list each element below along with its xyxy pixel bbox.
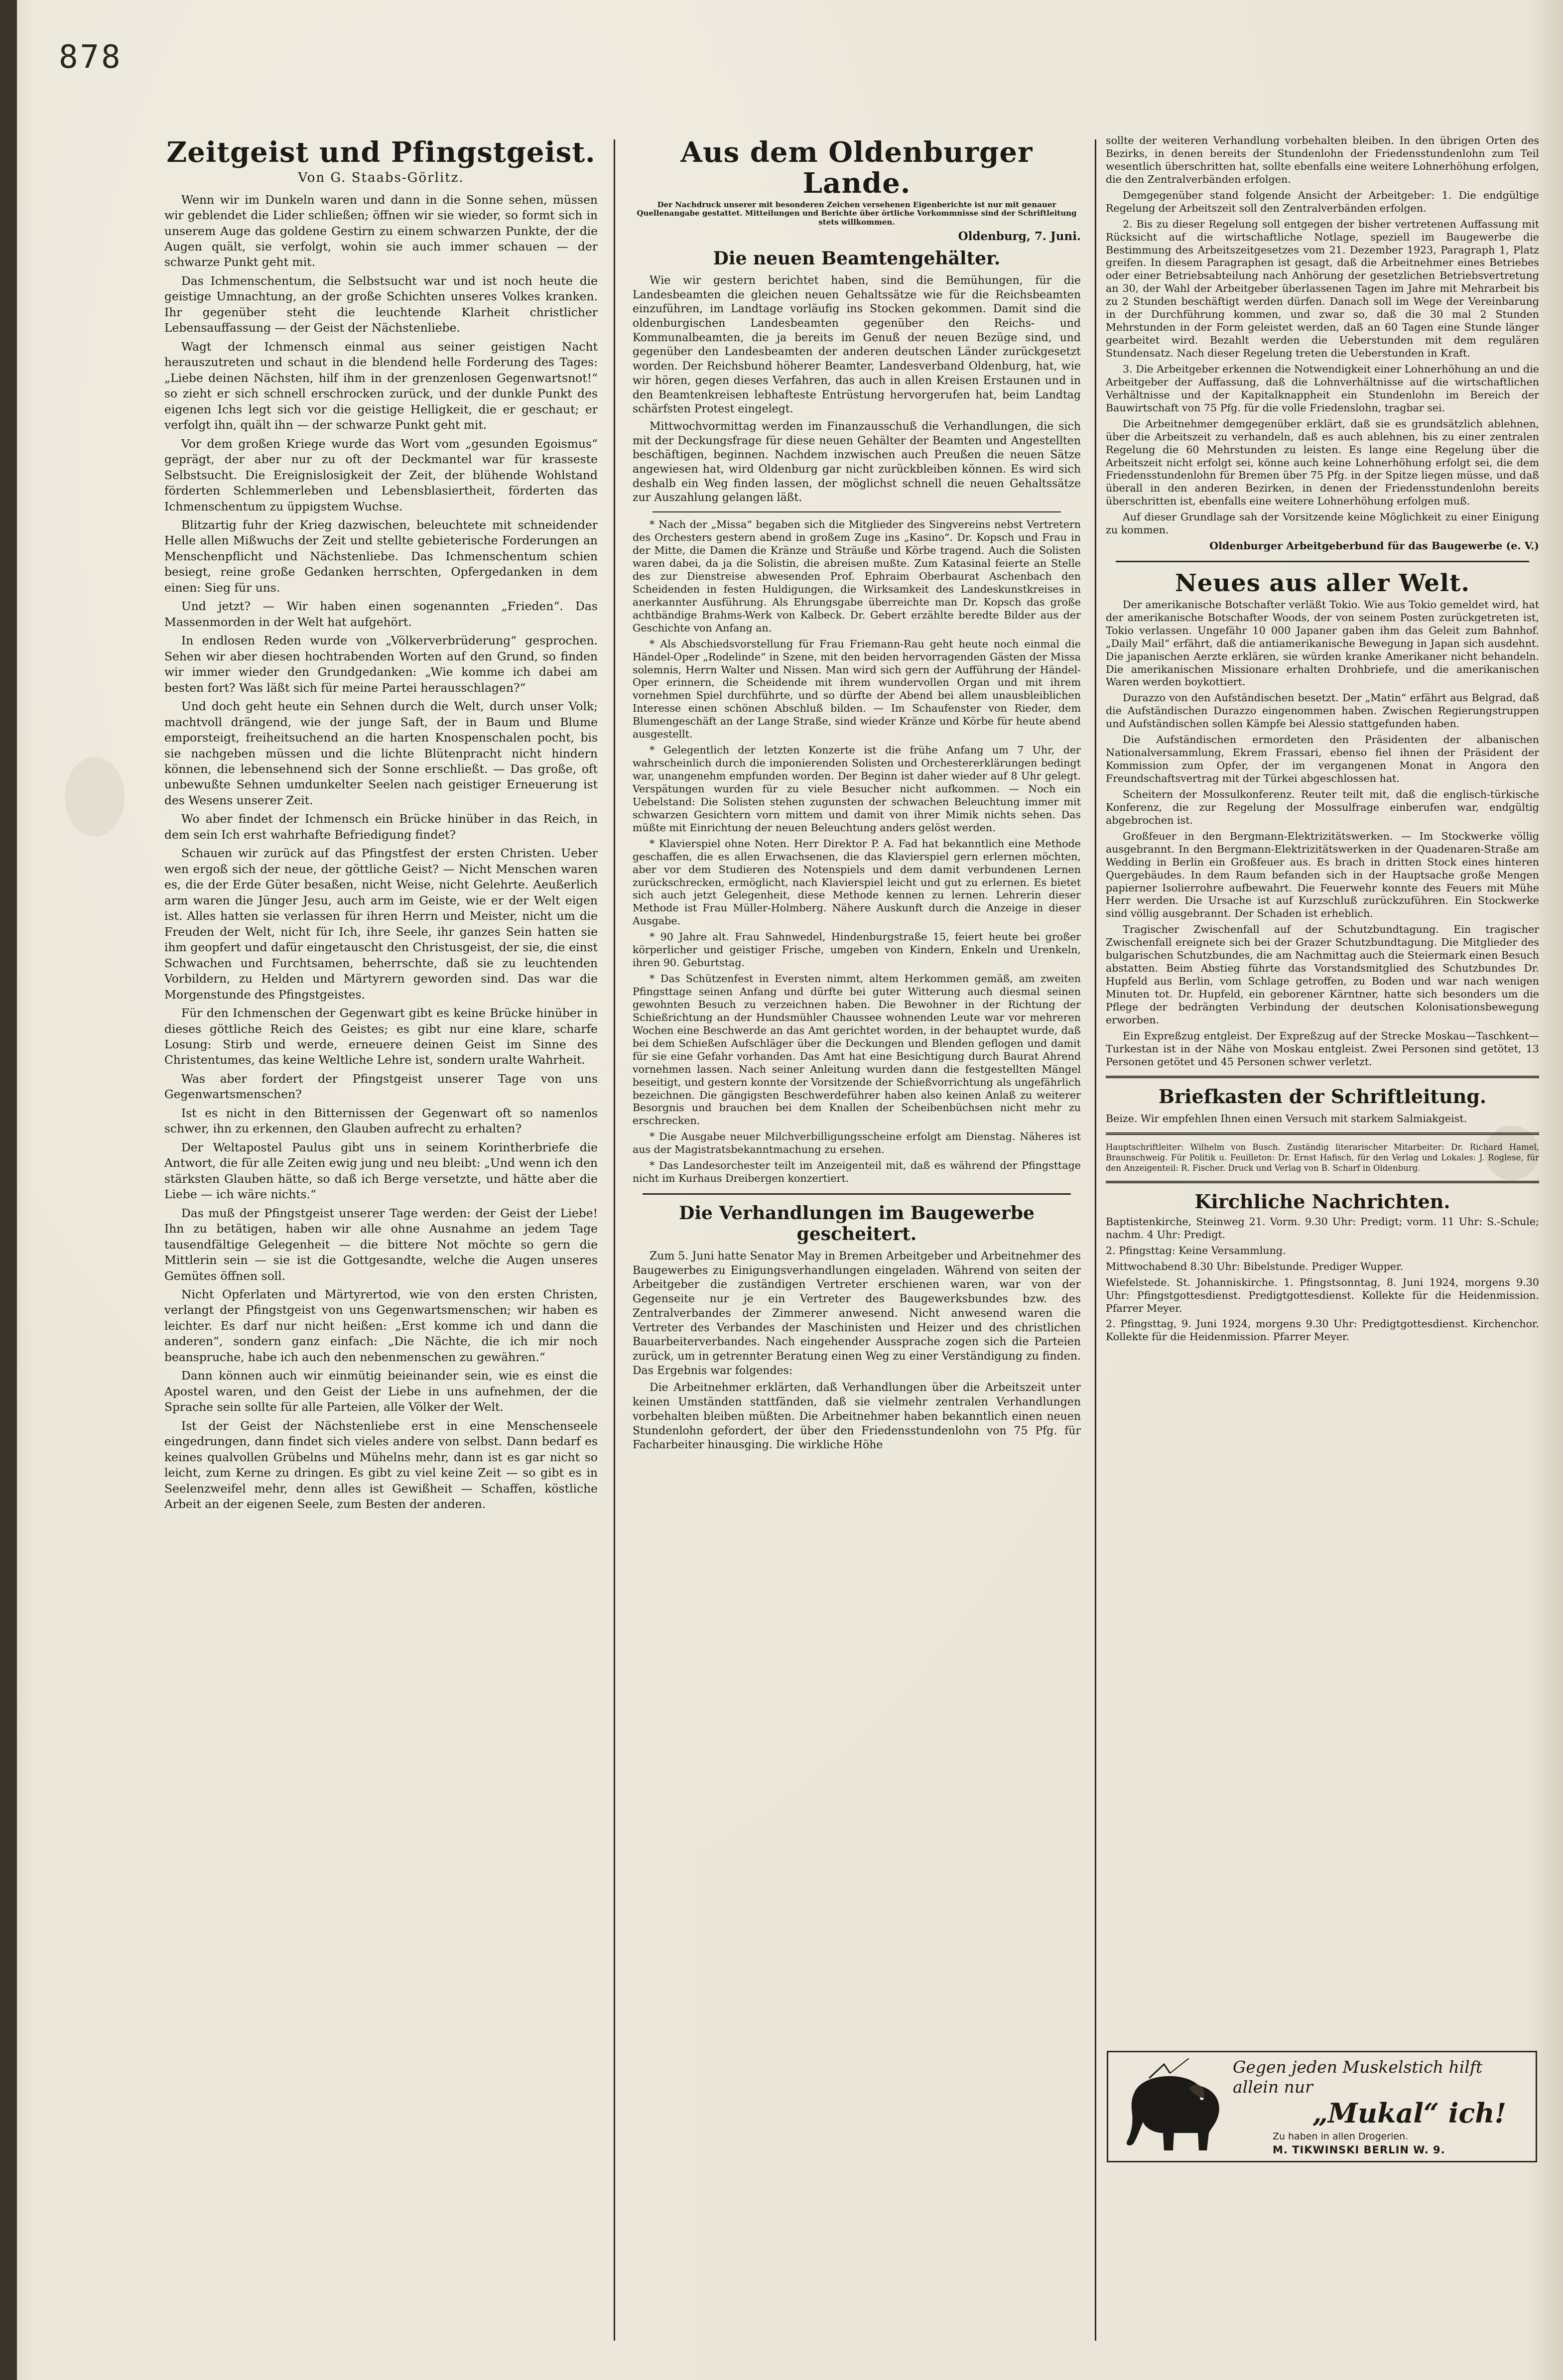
local-news-item: * 90 Jahre alt. Frau Sahnwedel, Hindenburgstraße 15, feiert heute bei großer körperlicher und geistiger Frische, umgeben von Kindern, Enkeln und Urenkeln, ihren 90. Geburtstag. <box>633 931 1081 969</box>
world-news-item: Großfeuer in den Bergmann-Elektrizitätswerken. — Im Stockwerke völlig ausgebrannt. In den Bergmann-Elektrizitätswerken in der Quadenaren-Straße am Wedding in Berlin ein Großfeuer aus. Es brach in dritten Stock eines hinteren Quergebäudes. In dem Raum befanden sich in der Hauptsache große Mengen papierner Isolierrohre aufbewahrt. Die Feuerwehr konnte des Feuers mit Mühe Herr werden. Die Ursache ist auf Kurzschluß zurückzuführen. Ein Stockwerke sind völlig ausgebrannt. Der Schaden ist erheblich. <box>1106 830 1539 920</box>
paragraph: In endlosen Reden wurde von „Völkerverbrüderung“ gesprochen. Sehen wir aber diesen hochtrabenden Worten auf den Grund, so finden wir immer wieder den Grundgedanken: „Wie komme ich dabei am besten fort? Was läßt sich für meine Partei herausschlagen?“ <box>164 633 598 695</box>
church-entry: Wiefelstede. St. Johanniskirche. 1. Pfingstsonntag, 8. Juni 1924, morgens 9.30 Uhr: Pfingstgottesdienst. Predigtgottesdienst. Kollekte für die Heidenmission. Pfarrer Meyer. <box>1106 1276 1539 1314</box>
elephant-icon <box>1114 2058 1234 2158</box>
local-news-item: * Die Ausgabe neuer Milchverbilligungsscheine erfolgt am Dienstag. Näheres ist aus der Magistratsbekanntmachung zu ersehen. <box>633 1130 1081 1156</box>
paragraph: Blitzartig fuhr der Krieg dazwischen, beleuchtete mit schneidender Helle allen Mißwuchs der Zeit und stellte gebieterische Forderungen an Menschenpflicht und Nächstenliebe. Das Ichmenschentum schien besiegt, reine große Gedanken herrschten, Opfergedanken in dem einen: Sieg für uns. <box>164 517 598 595</box>
church-entry: Baptistenkirche, Steinweg 21. Vorm. 9.30 Uhr: Predigt; vorm. 11 Uhr: S.-Schule; nachm. 4 Uhr: Predigt. <box>1106 1215 1539 1241</box>
local-news-item: * Nach der „Missa“ begaben sich die Mitglieder des Singvereins nebst Vertretern des Orchesters gestern abend in großem Zuge ins „Kasino“. Dr. Kopsch und Frau in der Mitte, die Damen die Kränze und Sträuße und Körbe tragend. Auch die Solisten waren dabei, da ja die Solistin, die abreisen mußte. Zum Katasinal feierte an Stelle des zur Dienstreise abwesenden Prof. Ephraim Oberbaurat Aschenbach den Scheidenden in festen Huldigungen, die Wirksamkeit des Landeskunstkreises in anerkannter Ausführung. Als Ehrungsgabe überreichte man Dr. Kopsch das große achtbändige Brahms-Werk von Kalbeck. Dr. Gebert erzählte beredte Bilder aus der Geschichte von Anfang an. <box>633 518 1081 634</box>
church-news <box>1106 1216 1539 1344</box>
paragraph: Und doch geht heute ein Sehnen durch die Welt, durch unser Volk; machtvoll drängend, wie der junge Saft, der in Baum und Blume emporsteigt, freiheitsuchend an die harten Knospenschalen pocht, bis sie nachgeben müssen und die lichte Blütenpracht nicht hindern können, die lebensehnend sich der Sonne erschließt. — Das große, oft unbewußte Sehnen umdunkelter Seelen nach geistiger Erneuerung ist des Wesens unserer Zeit. <box>164 699 598 807</box>
paragraph: Demgegenüber stand folgende Ansicht der Arbeitgeber: 1. Die endgültige Regelung der Arbeitszeit soll den Zentralverbänden erfolgen. <box>1106 189 1539 214</box>
page-number: 878 <box>59 39 123 76</box>
double-rule <box>1106 1181 1539 1183</box>
article-byline: Von G. Staabs-Görlitz. <box>298 170 464 185</box>
separator <box>652 511 1061 512</box>
paragraph: Wagt der Ichmensch einmal aus seiner geistigen Nacht herauszutreten und schaut in die blendend helle Forderung des Tages: „Liebe deinen Nächsten, hilf ihm in der grenzenlosen Gegenwartsnot!“ so zieht er sich schnell erschrocken zurück, und der dunkle Punkt des eigenen Ichs legt sich vor die geistige Helligkeit, die er geschaut; er verfolgt ihn, quält ihn — der schwarze Punkt geht mit. <box>164 339 598 432</box>
paragraph: 3. Die Arbeitgeber erkennen die Notwendigkeit einer Lohnerhöhung an und die Arbeitgeber der Auffassung, daß die Lohnverhältnisse auf die wirtschaftlichen Verhältnisse und der Kapitalknappheit ein Stundenlohn im Bereich der Bauwirtschaft von 75 Pfg. für die volle Friedenslohn, tragbar sei. <box>1106 363 1539 414</box>
paragraph: Mittwochvormittag werden im Finanzausschuß die Verhandlungen, die sich mit der Deckungsfrage für diese neuen Gehälter der Beamten und Angestellten beschäftigen, beginnen. Nachdem inzwischen auch Preußen die neuen Sätze angewiesen hat, wird Oldenburg gar nicht zurückbleiben können. Es wird sich deshalb ein Weg finden lassen, der möglichst schnell die neuen Gehaltssätze zur Auszahlung gelangen läßt. <box>633 420 1081 504</box>
ad-slogan: Gegen jeden Muskelstich hilft allein nur <box>1233 2057 1483 2097</box>
letterbox-text: Beize. Wir empfehlen Ihnen einen Versuch mit starkem Salmiakgeist. <box>1106 1112 1467 1125</box>
paragraph: Schauen wir zurück auf das Pfingstfest der ersten Christen. Ueber wen ergoß sich der neue, der göttliche Geist? — Nicht Menschen waren es, die der Erde Güter besaßen, nicht Weise, nicht Gelehrte. Aeußerlich arm waren die Jünger Jesu, auch arm im Geiste, wie er der Welt eigen ist. Alles hatten sie verlassen für ihren Herrn und Meister, nicht um die Freuden der Welt, nicht für Ich, ihre Seele, ihr ganzes Sein hatten sie ihm geopfert und dafür eingetauscht den Christusgeist, der sie, die einst Schwachen und Furchtsamen, beherrschte, daß sie zu leuchtenden Vorbildern, zu Helden und Märtyrern geworden sind. Das war die Morgenstunde des Pfingstgeistes. <box>164 846 598 1002</box>
mukal-advertisement <box>1107 2051 1537 2162</box>
world-news-item: Der amerikanische Botschafter verläßt Tokio. Wie aus Tokio gemeldet wird, hat der amerikanische Botschafter Woods, der von seinem Posten zurückgetreten ist, Tokio verlassen. Ungefähr 10 000 Japaner gaben ihm das Geleit zum Bahnhof. „Daily Mail“ erfährt, daß die antiamerikanische Bewegung in Japan sich ausdehnt. Die japanischen Aerzte erklären, sie würden kranke Amerikaner nicht behandeln. Die amerikanischen Missionare erhalten Drohbriefe, und die amerikanischen Waren werden boykottiert. <box>1106 598 1539 688</box>
page-binding-edge <box>0 0 17 2380</box>
ad-availability: Zu haben in allen Drogerien. <box>1273 2131 1409 2142</box>
column-1 <box>164 134 598 1515</box>
world-news-item: Durazzo von den Aufständischen besetzt. Der „Matin“ erfährt aus Belgrad, daß die Aufständischen Durazzo eingenommen haben. Zwischen Regierungstruppen und Aufständischen sollen Kämpfe bei Alessio stattgefunden haben. <box>1106 692 1539 730</box>
dateline: Oldenburg, 7. Juni. <box>958 229 1081 243</box>
world-news-item: Ein Expreßzug entgleist. Der Expreßzug auf der Strecke Moskau—Taschkent—Turkestan ist in der Nähe von Moskau entgleist. Zwei Personen sind getötet, 13 Personen getötet und 45 Personen schwer verletzt. <box>1106 1029 1539 1068</box>
letterbox-title: Briefkasten der Schriftleitung. <box>1158 1085 1487 1108</box>
world-news-item: Die Aufständischen ermordeten den Präsidenten der albanischen Nationalversammlung, Ekrem Frassari, ebenso fiel ihnen der Präsident der Kommission zum Opfer, der im vergangenen Monat in Angora den Freundschaftsvertrag mit der Türkei abgeschlossen hat. <box>1106 734 1539 785</box>
ad-brand: „Mukal“ ich! <box>1312 2097 1507 2129</box>
article-body-zeitgeist <box>164 192 598 1512</box>
separator <box>1116 561 1529 562</box>
paragraph: 2. Bis zu dieser Regelung soll entgegen der bisher vertretenen Auffassung mit Rücksicht auf die wirtschaftliche Notlage, speziell im Baugewerbe die Bestimmung des Arbeitszeitgesetzes vom 21. Dezember 1923, Paragraph 1, Platz greifen. In diesem Paragraphen ist gesagt, daß die Arbeitnehmer eines Betriebes oder einer Betriebsabteilung nach Anhörung der gesetzlichen Betriebsvertretung an 30, der Wahl der Arbeitgeber überlassenen Tagen im Jahre mit Mehrarbeit bis zu 2 Stunden beschäftigt werden dürfen. Danach soll im Wege der Vereinbarung in der Durchführung kommen, und zwar so, daß die 30 mal 2 Stunden Mehrstunden in der Form geleistet werden, daß an 60 Tagen eine Stunde länger gearbeitet wird. Bezahlt werden die Ueberstunden mit dem regulären Stundensatz. Nach dieser Regelung treten die Ueberstunden in Kraft. <box>1106 218 1539 359</box>
section-title-oldenburg: Aus dem Oldenburger Lande. <box>680 136 1033 200</box>
column-3 <box>1106 134 1539 2047</box>
column-rule-2 <box>1095 139 1096 2341</box>
column-rule-1 <box>614 139 615 2341</box>
world-news-item: Scheitern der Mossulkonferenz. Reuter teilt mit, daß die englisch-türkische Konferenz, die zur Regelung der Mossulfrage einberufen war, endgültig abgebrochen ist. <box>1106 788 1539 826</box>
local-news-item: * Klavierspiel ohne Noten. Herr Direktor P. A. Fad hat bekanntlich eine Methode geschaffen, die es allen Erwachsenen, die das Klavierspiel gern erlernen möchten, aber vor dem Studieren des Notenspiels und dem damit verbundenen Lernen zurückschrecken, ermöglicht, nach Klavierspiel leicht und gut zu erlernen. Es bietet sich auch jetzt Gelegenheit, diese Methode kennen zu lernen. Lehrerin dieser Methode ist Frau Müller-Holmberg. Nähere Auskunft durch die Anzeige in dieser Ausgabe. <box>633 837 1081 927</box>
ad-maker: M. TIKWINSKI BERLIN W. 9. <box>1273 2144 1445 2156</box>
church-entry: 2. Pfingsttag, 9. Juni 1924, morgens 9.30 Uhr: Predigtgottesdienst. Kirchenchor. Kollekte für die Heidenmission. Pfarrer Meyer. <box>1106 1318 1539 1343</box>
section-title-welt: Neues aus aller Welt. <box>1174 569 1470 598</box>
local-news-item: * Das Schützenfest in Eversten nimmt, altem Herkommen gemäß, am zweiten Pfingsttage seinen Anfang und dürfte bei guter Witterung auch diesmal seinen gewohnten Besuch zu verzeichnen haben. Die Bewohner in der Richtung der Schießrichtung an der Hundsmühler Chaussee wohnenden Leute war vor mehreren Wochen eine Beschwerde an das Amt gerichtet worden, in der behauptet wurde, daß bei dem Schießen Aufschläger über die Deckungen und Blenden geflogen und damit für sie eine Gefahr vorhanden. Das Amt hat eine Besichtigung durch Baurat Ahrend vornehmen lassen. Nach seiner Anleitung wurden dann die festgestellten Mängel beseitigt, und gestern konnte der Vorsitzende der Schießvorrichtung als ungefährlich bezeichnen. Die gängigsten Beschwerdeführer haben also keinen Anlaß zu weiterer Besorgnis und brauchen bei dem Knallen der Scheibenbüchsen nicht mehr zu erschrecken. <box>633 973 1081 1127</box>
paragraph: Wenn wir im Dunkeln waren und dann in die Sonne sehen, müssen wir geblendet die Lider schließen; öffnen wir sie wieder, so formt sich in unserem Auge das goldene Gestirn zu einem schwarzen Punkte, der die Augen quält, sie verfolgt, wohin sie auch immer schauen — der schwarze Punkt geht mit. <box>164 192 598 269</box>
local-news-item: * Gelegentlich der letzten Konzerte ist die frühe Anfang um 7 Uhr, der wahrscheinlich durch die imponierenden Solisten und Orchestererklärungen bedingt war, unangenehm empfunden worden. Der Beginn ist daher wieder auf 8 Uhr gelegt. Verspätungen wurden für zu viele Besucher nicht aufkommen. — Noch ein Uebelstand: Die Solisten stehen zugunsten der schwachen Beleuchtung immer mit schwarzen Gesichtern vorn mittem und damit von ihrer Mimik nichts sehen. Das müßte mit Einrichtung der neuen Beleuchtung anders gelöst werden. <box>633 744 1081 834</box>
paragraph: Vor dem großen Kriege wurde das Wort vom „gesunden Egoismus“ geprägt, der aber nur zu oft der Deckmantel war für krasseste Selbstsucht. Die Ereignislosigkeit der Zeit, der blühende Wohlstand förderten Schlemmerleben und Lebensblasiertheit, förderten das Ichmenschentum zu üppigstem Wuchse. <box>164 436 598 513</box>
article-title-beamtengehaelter: Die neuen Beamtengehälter. <box>713 248 1001 269</box>
paragraph: Was aber fordert der Pfingstgeist unserer Tage von uns Gegenwartsmenschen? <box>164 1071 598 1102</box>
paragraph: Die Arbeitnehmer demgegenüber erklärt, daß sie es grundsätzlich ablehnen, über die Arbeitszeit zu verhandeln, daß es auch ablehnen, bis zu einer zentralen Regelung die 60 Mehrstunden zu leisten. Es lange eine Regelung über die Arbeitszeit nicht erfolgt sei, könne auch keine Lohnerhöhung erfolgt sei, die dem Friedensstundenlohn für Bremen über 75 Pfg. in der Spitze liegen müsse, und daß überall in den anderen Bezirken, in denen der Friedensstundenlohn bereits überschritten ist, ebenfalls eine weitere Lohnerhöhung erfolgen muß. <box>1106 417 1539 507</box>
world-news-item: Tragischer Zwischenfall auf der Schutzbundtagung. Ein tragischer Zwischenfall ereignete sich bei der Grazer Schutzbundtagung. Die Mitglieder des bulgarischen Schutzbundes, die am Nachmittag auch die Steiermark einen Besuch abstatten. Beim Abstieg führte das Vorstandsmitglied des Schutzbundes Dr. Hupfeld aus Berlin, vom Schlage getroffen, zu Boden und war nach wenigen Minuten tot. Dr. Hupfeld, ein geborener Kärntner, hatte sich besonders um die Pflege der bedrängten Verbindung der deutschen Kolonisationsbewegung erworben. <box>1106 923 1539 1026</box>
paragraph: Ist der Geist der Nächstenliebe erst in eine Menschenseele eingedrungen, dann findet sich vieles andere von selbst. Dann bedarf es keines qualvollen Grübelns und Mühelns mehr, dann ist es gar nicht so leicht, zum Kerne zu dringen. Es gibt zu viel keine Zeit — so gibt es in Seelenzweifel mehr, denn alles ist Gewißheit — Schaffen, köstliche Arbeit an der eigenen Seele, zum Besten der anderen. <box>164 1418 598 1511</box>
paragraph: Zum 5. Juni hatte Senator May in Bremen Arbeitgeber und Arbeitnehmer des Baugewerbes zu Einigungsverhandlungen eingeladen. Während von seiten der Arbeitgeber die zuständigen Vertreter erschienen waren, war von der Gegenseite nur je ein Vertreter des Baugewerksbundes bzw. des Zentralverbandes der Zimmerer anwesend. Nicht anwesend waren die Vertreter des Verbandes der Maschinisten und Heizer und des christlichen Bauarbeiterverbandes. Nach eingehender Aussprache zogen sich die Parteien zurück, um in getrennter Beratung einen Weg zu einer Verständigung zu finden. Das Ergebnis war folgendes: <box>633 1250 1081 1377</box>
paragraph: Der Weltapostel Paulus gibt uns in seinem Korintherbriefe die Antwort, die für alle Zeiten ewig jung und neu bleibt: „Und wenn ich den stärksten Glauben hätte, so daß ich Berge versetzte, und hätte aber die Liebe — ich wäre nichts.“ <box>164 1140 598 1202</box>
paragraph: Dann können auch wir einmütig beieinander sein, wie es einst die Apostel waren, und den Geist der Liebe in uns aufnehmen, der die Sprache sein sollte für alle Parteien, alle Völker der Welt. <box>164 1369 598 1414</box>
local-news-item: * Das Landesorchester teilt im Anzeigenteil mit, daß es während der Pfingsttage nicht im Kurhaus Dreibergen konzertiert. <box>633 1159 1081 1185</box>
separator <box>643 1193 1071 1195</box>
local-news-item: * Als Abschiedsvorstellung für Frau Friemann-Rau geht heute noch einmal die Händel-Oper „Rodelinde“ in Szene, mit den beiden hervorragenden Gästen der Missa solemnis, Herrn Walter und Nissen. Man wird sich gern der Aufführung der Händel-Oper erinnern, die Scheidende mit ihrem wundervollen Organ und mit ihrem vornehmen Spiel durchführte, und so dürfte der Abend bei allem unausbleiblichen Interesse einen schönen Abschluß bilden. — Im Schaufenster von Rieder, dem Blumengeschäft an der Lange Straße, sind wieder Kränze und Körbe für heute abend ausgestellt. <box>633 637 1081 741</box>
paragraph: Ist es nicht in den Bitternissen der Gegenwart oft so namenlos schwer, ihn zu erkennen, den Glauben aufrecht zu erhalten? <box>164 1106 598 1136</box>
paragraph: Und jetzt? — Wir haben einen sogenannten „Frieden“. Das Massenmorden in der Welt hat aufgehört. <box>164 599 598 629</box>
paragraph: sollte der weiteren Verhandlung vorbehalten bleiben. In den übrigen Orten des Bezirks, in denen bereits der Stundenlohn der Friedensstundenlohn zum Teil wesentlich überschritten hat, sollte ebenfalls eine weitere Lohnerhöhung erfolgen, die den Zentralverbänden erfolgen. <box>1106 134 1539 185</box>
signature: Oldenburger Arbeitgeberbund für das Baugewerbe (e. V.) <box>1209 540 1539 552</box>
imprint: Hauptschriftleiter: Wilhelm von Busch. Zuständig literarischer Mitarbeiter: Dr. Richard Hamel, Braunschweig. Für Politik u. Feuilleton: Dr. Ernst Hafisch, für den Verlag und Lokales: J. Roglese, für den Anzeigenteil: R. Fischer. Druck und Verlag von B. Scharf in Oldenburg. <box>1106 1142 1539 1173</box>
paragraph: Nicht Opferlaten und Märtyrertod, wie von den ersten Christen, verlangt der Pfingstgeist von uns Gegenwartsmenschen; wir haben es leichter. Es darf nur nicht heißen: „Erst komme ich und dann die anderen“, sondern ganz einfach: „Die Nächte, die ich mir noch beanspruche, habe ich auch den nebenmenschen zu gewähren.“ <box>164 1287 598 1364</box>
article-title-baugewerbe: Die Verhandlungen im Baugewerbe gescheitert. <box>679 1203 1035 1245</box>
church-entry: Mittwochabend 8.30 Uhr: Bibelstunde. Prediger Wupper. <box>1106 1260 1404 1272</box>
paragraph: Für den Ichmenschen der Gegenwart gibt es keine Brücke hinüber in dieses göttliche Reich des Geistes; es gibt nur eine klare, scharfe Losung: Stirb und werde, erneuere deinen Geist im Sinne des Christentumes, das keine Weltliche Lehre ist, sondern uralte Wahrheit. <box>164 1006 598 1067</box>
double-rule <box>1106 1132 1539 1135</box>
column-2 <box>633 134 1081 1456</box>
article-title-zeitgeist: Zeitgeist und Pfingstgeist. <box>166 136 596 169</box>
paragraph: Auf dieser Grundlage sah der Vorsitzende keine Möglichkeit zu einer Einigung zu kommen. <box>1106 511 1539 536</box>
church-entry: 2. Pfingsttag: Keine Versammlung. <box>1106 1244 1286 1256</box>
paragraph: Das Ichmenschentum, die Selbstsucht war und ist noch heute die geistige Umnachtung, an der große Schichten unseres Volkes kranken. Ihr gegenüber steht die leuchtende Klarheit christlicher Lebensauffassung — der Geist der Nächstenliebe. <box>164 273 598 335</box>
church-news-title: Kirchliche Nachrichten. <box>1194 1190 1450 1213</box>
reprint-note: Der Nachdruck unserer mit besonderen Zeichen versehenen Eigenberichte ist nur mit genauer Quellenangabe gestattet. Mitteilungen und Berichte über örtliche Vorkommnisse sind der Schriftleitung stets willkommen. <box>637 200 1077 227</box>
double-rule <box>1106 1076 1539 1078</box>
paragraph: Das muß der Pfingstgeist unserer Tage werden: der Geist der Liebe! Ihn zu betätigen, haben wir alle ohne Ausnahme an jedem Tage tausendfältige Gelegenheit — die bittere Not möchte so gern die Mittlerin sein — sie ist die Gottgesandte, welche die Augen unseres Gemütes öffnen soll. <box>164 1206 598 1283</box>
paragraph: Wie wir gestern berichtet haben, sind die Bemühungen, für die Landesbeamten die gleichen neuen Gehaltssätze wie für die Reichsbeamten einzuführen, im Landtage vorläufig ins Stocken gekommen. Damit sind die oldenburgischen Landesbeamten gegenüber den Reichs- und Kommunalbeamten, die ja bereits im Genuß der neuen Bezüge sind, und gegenüber den Landesbeamten der anderen deutschen Länder zurückgesetzt worden. Der Reichsbund höherer Beamter, Landesverband Oldenburg, hat, wie wir hören, gegen dieses Verfahren, das auch in allen Kreisen Erstaunen und in den Beamtenkreisen lebhafteste Entrüstung hervorgerufen hat, beim Landtag schärfsten Protest eingelegt. <box>633 274 1081 416</box>
paragraph: Wo aber findet der Ichmensch ein Brücke hinüber in das Reich, in dem sein Ich erst wahrhafte Befriedigung findet? <box>164 812 598 842</box>
paragraph: Die Arbeitnehmer erklärten, daß Verhandlungen über die Arbeitszeit unter keinen Umständen stattfänden, daß sie vielmehr zentralen Verhandlungen vorbehalten bleiben müßten. Die Arbeitnehmer haben bekanntlich einen neuen Stundenlohn gefordert, der über den Friedensstundenlohn von 75 Pfg. für Facharbeiter hinausging. Die wirkliche Höhe <box>633 1381 1081 1452</box>
